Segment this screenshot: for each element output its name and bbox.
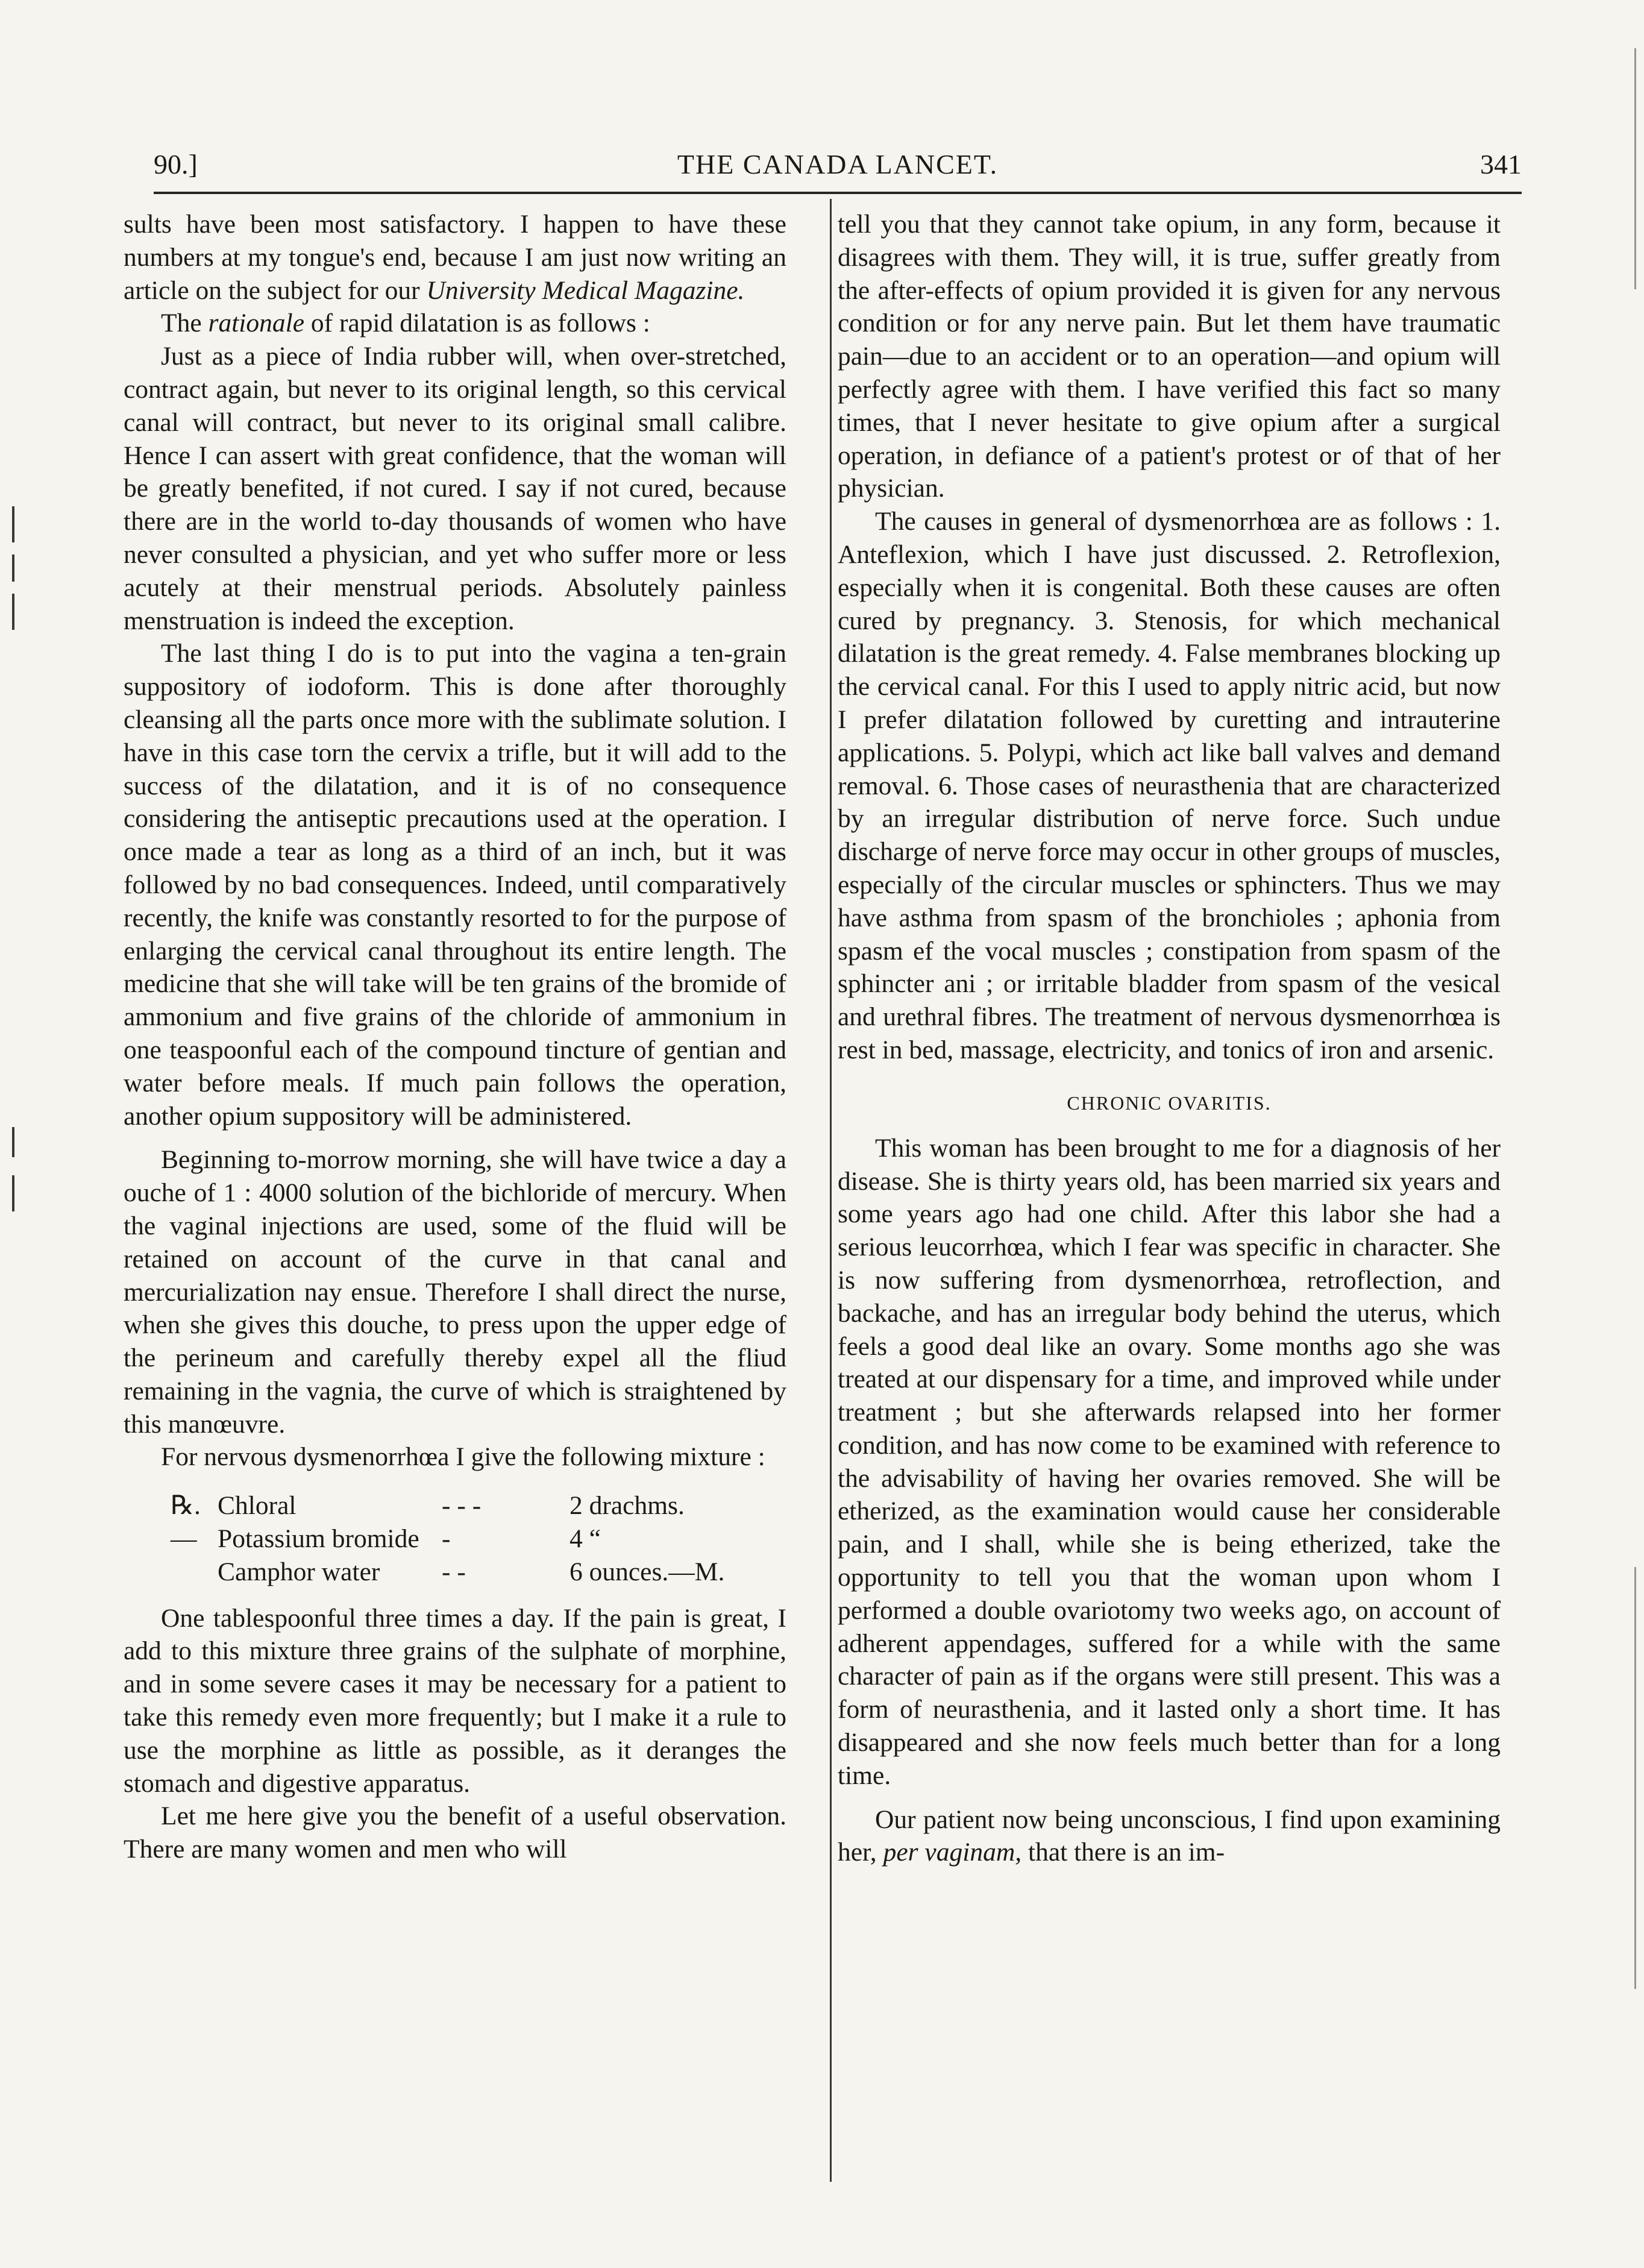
- paragraph: The last thing I do is to put into the vagina a ten-grain suppository of iodoform. This is done after thoroughly cleansing all the parts once more with the sublimate solution. I have in this case torn the cervix a trifle, but it will add to the success of the dilatation, and it is of no consequence considering the antiseptic precautions used at the operation. I once made a tear as long as a third of an inch, but it was followed by no bad consequences. Indeed, until comparatively recently, the knife was constantly resorted to for the purpose of enlarging the cervical canal throughout its entire length. The medicine that she will take will be ten grains of the bromide of ammonium and five grains of the chloride of ammonium in one teaspoonful each of the compound tincture of gentian and water before meals. If much pain follows the operation, another opium suppository will be administered.: [124, 639, 786, 1131]
- margin-mark-icon: [12, 1127, 14, 1157]
- paragraph: One tablespoonful three times a day. If the pain is great, I add to this mixture three grains of the sulphate of morphine, and in some severe cases it may be necessary for a patient to take this remedy even more frequently; but I make it a rule to use the morphine as little as possible, as it deranges the stomach and digestive apparatus.: [124, 1603, 786, 1798]
- paragraph: The rationale of rapid dilatation is as follows :: [161, 309, 650, 338]
- prescription-row: [124, 1556, 786, 1589]
- ingredient-name: Chloral: [218, 1491, 296, 1521]
- paragraph: Let me here give you the benefit of a useful observation. There are many women and men who will: [124, 1802, 786, 1864]
- ingredient-leader: - -: [442, 1557, 466, 1586]
- recipe-symbol: [124, 1522, 218, 1556]
- italic-term: per vaginam,: [883, 1838, 1022, 1867]
- ingredient-quantity: 4 “: [569, 1524, 601, 1554]
- margin-mark-icon: [12, 594, 14, 630]
- ingredient-leader: - - -: [442, 1491, 482, 1521]
- italic-title: University Medical Magazine.: [426, 275, 745, 305]
- ingredient-name: Camphor water: [218, 1557, 380, 1586]
- paragraph: For nervous dysmenorrhœa I give the following mixture :: [161, 1442, 765, 1472]
- paragraph: sults have been most satisfactory. I happen to have these numbers at my tongue's end, because I am just now writing an article on the subject for our University Medical Magazine.: [124, 210, 786, 305]
- ingredient-name: Potassium bromide: [218, 1524, 419, 1554]
- paragraph: tell you that they cannot take opium, in any form, because it disagrees with them. They will, it is true, suffer greatly from the after-effects of opium provided it is given for any nervous condition or for any nerve pain. But let them have traumatic pain—due to an accident or to an operation—and opium will perfectly agree with them. I have verified this fact so many times, that I never hesitate to give opium after a surgical operation, in defiance of a patient's protest or of that of her physician.: [838, 210, 1501, 503]
- prescription-row: [124, 1522, 786, 1556]
- paragraph: Just as a piece of India rubber will, when over-stretched, contract again, but never to its original length, so this cervical canal will contract, but never to its original small calibre. Hence I can assert with great confidence, that the woman will be greatly benefited, if not cured. I say if not cured, because there are in the world to-day thousands of women who have never consulted a physician, and yet who suffer more or less acutely at their menstrual periods. Absolutely painless menstruation is indeed the exception.: [124, 342, 786, 635]
- prescription: [124, 1489, 786, 1588]
- page-number: 341: [1480, 149, 1522, 180]
- margin-mark-icon: [1634, 1567, 1636, 1989]
- italic-term: rationale: [208, 309, 305, 338]
- margin-mark-icon: [12, 554, 14, 582]
- left-column: [124, 208, 786, 1866]
- recipe-symbol: ℞.—: [171, 1491, 201, 1554]
- paragraph: This woman has been brought to me for a diagnosis of her disease. She is thirty years old, has been married six years and some years ago had one child. After this labor she had a serious leucorrhœa, which I fear was specific in character. She is now suffering from dysmenorrhœa, retroflection, and backache, and has an irregular body behind the uterus, which feels a good deal like an ovary. Some months ago she was treated at our dispensary for a time, and improved while under treatment ; but she afterwards relapsed into her former condition, and has now come to be examined with reference to the advisability of having her ovaries removed. She will be etherized, as the examination would cause her considerable pain, and I shall, while she is being etherized, take the opportunity to tell you that the woman upon whom I performed a double ovariotomy two weeks ago, on account of adherent appendages, suffered for a while with the same character of pain as if the organs were still present. This was a form of neurasthenia, and it lasted only a short time. It has disappeared and she now feels much better than for a long time.: [838, 1133, 1501, 1790]
- paragraph: The causes in general of dysmenorrhœa are as follows : 1. Anteflexion, which I have just discussed. 2. Retroflexion, especially when it is congenital. Both these causes are often cured by pregnancy. 3. Stenosis, for which mechanical dilatation is the great remedy. 4. False membranes blocking up the cervical canal. For this I used to apply nitric acid, but now I prefer dilatation followed by curetting and intrauterine applications. 5. Polypi, which act like ball valves and demand removal. 6. Those cases of neurasthenia that are characterized by an irregular distribution of nerve force. Such undue discharge of nerve force may occur in other groups of muscles, especially of the circular muscles or sphincters. Thus we may have asthma from spasm of the bronchioles ; aphonia from spasm ef the vocal muscles ; constipation from spasm of the sphincter ani ; or irritable bladder from spasm of the vesical and urethral fibres. The treatment of nervous dysmenorrhœa is rest in bed, massage, electricity, and tonics of iron and arsenic.: [838, 507, 1501, 1064]
- ingredient-quantity: 6 ounces.—M.: [569, 1557, 725, 1586]
- volume-number: 90.]: [154, 149, 198, 180]
- column-divider: [830, 199, 832, 2182]
- paragraph: Our patient now being unconscious, I find upon examining her, per vaginam, that there is an im-: [838, 1805, 1501, 1867]
- margin-mark-icon: [12, 506, 14, 542]
- header-rule: [154, 192, 1522, 194]
- right-column: [838, 208, 1501, 1869]
- ingredient-quantity: 2 drachms.: [569, 1491, 685, 1521]
- ingredient-leader: -: [442, 1524, 451, 1554]
- journal-title: THE CANADA LANCET.: [677, 149, 999, 180]
- running-header: [154, 143, 1522, 192]
- margin-mark-icon: [1634, 48, 1636, 289]
- margin-mark-icon: [12, 1175, 14, 1211]
- section-heading: CHRONIC OVARITIS.: [1067, 1092, 1272, 1114]
- recipe-symbol: [124, 1556, 218, 1589]
- paragraph: Beginning to-morrow morning, she will have twice a day a ouche of 1 : 4000 solution of the bichloride of mercury. When the vaginal injections are used, some of the fluid will be retained on account of the curve in that canal and mercurialization nay ensue. Therefore I shall direct the nurse, when she gives this douche, to press upon the upper edge of the perineum and carefully thereby expel all the fliud remaining in the vagnia, the curve of which is straightened by this manœuvre.: [124, 1145, 786, 1439]
